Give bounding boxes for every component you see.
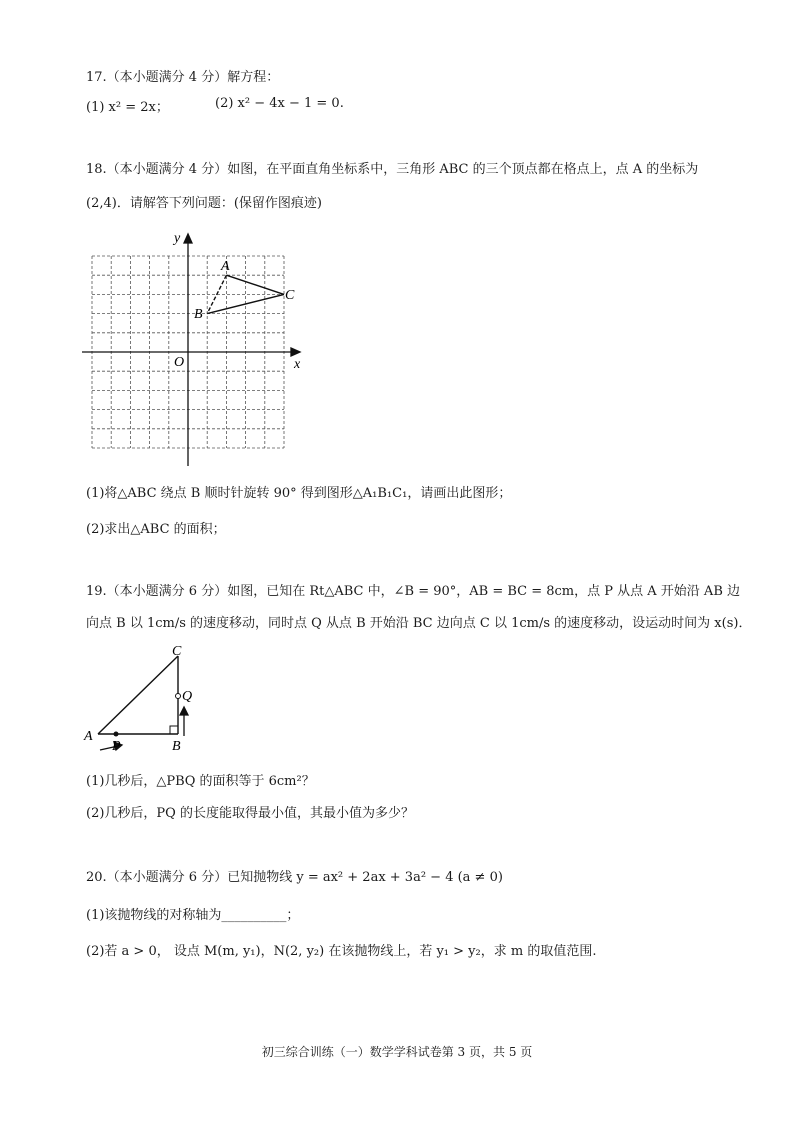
q20-title: 20.（本小题满分 6 分）已知抛物线 y = ax² + 2ax + 3a² − 4 (a ≠ 0) bbox=[86, 870, 503, 885]
label-a: A bbox=[84, 729, 93, 744]
q18-part1: (1)将△ABC 绕点 B 顺时针旋转 90° 得到图形△A₁B₁C₁，请画出此图形； bbox=[86, 486, 512, 501]
point-q bbox=[176, 694, 181, 699]
q17-part2: (2) x² − 4x − 1 = 0. bbox=[215, 96, 344, 111]
side-ac bbox=[98, 656, 178, 734]
q20-part2: (2)若 a > 0， 设点 M(m, y₁)，N(2, y₂) 在该抛物线上，若 y₁ > y₂，求 m 的取值范围. bbox=[86, 944, 597, 959]
label-b: B bbox=[172, 739, 181, 754]
point-p bbox=[114, 732, 119, 737]
point-b-label: B bbox=[194, 307, 203, 322]
q19-title-2: 向点 B 以 1cm/s 的速度移动，同时点 Q 从点 B 开始沿 BC 边向点 C 以 1cm/s 的速度移动，设运动时间为 x(s)． bbox=[86, 616, 752, 631]
q19-part1: (1)几秒后，△PBQ 的面积等于 6cm²？ bbox=[86, 774, 315, 789]
origin-label: O bbox=[174, 355, 185, 370]
label-c: C bbox=[172, 644, 182, 659]
q17-title: 17.（本小题满分 4 分）解方程： bbox=[86, 70, 280, 85]
q19-part2: (2)几秒后，PQ 的长度能取得最小值，其最小值为多少？ bbox=[86, 806, 414, 821]
q18-title: 18.（本小题满分 4 分）如图，在平面直角坐标系中，三角形 ABC 的三个顶点都在格点上，点 A 的坐标为 bbox=[86, 162, 699, 177]
y-axis-label: y bbox=[174, 231, 181, 246]
point-a-label: A bbox=[221, 259, 230, 274]
q20-part1: (1)该抛物线的对称轴为__________； bbox=[86, 908, 300, 923]
q18-coordinate-figure bbox=[78, 228, 308, 468]
q18-title-2: (2,4)．请解答下列问题：(保留作图痕迹) bbox=[86, 196, 322, 211]
segment-ac bbox=[226, 275, 284, 294]
y-axis-arrow bbox=[184, 234, 192, 243]
x-axis-arrow bbox=[291, 348, 300, 356]
point-c-label: C bbox=[285, 288, 295, 303]
label-p: P bbox=[112, 739, 121, 754]
page-footer: 初三综合训练（一）数学学科试卷第 3 页，共 5 页 bbox=[261, 1045, 533, 1059]
label-q: Q bbox=[182, 689, 193, 704]
right-angle-mark bbox=[170, 726, 178, 734]
q19-title: 19.（本小题满分 6 分）如图，已知在 Rt△ABC 中，∠B = 90°，AB = BC = 8cm，点 P 从点 A 开始沿 AB 边 bbox=[86, 584, 741, 599]
q18-part2: (2)求出△ABC 的面积； bbox=[86, 522, 226, 537]
q17-part1: (1) x² = 2x； bbox=[86, 100, 169, 115]
x-axis-label: x bbox=[294, 357, 301, 372]
q19-triangle-figure bbox=[78, 640, 218, 760]
